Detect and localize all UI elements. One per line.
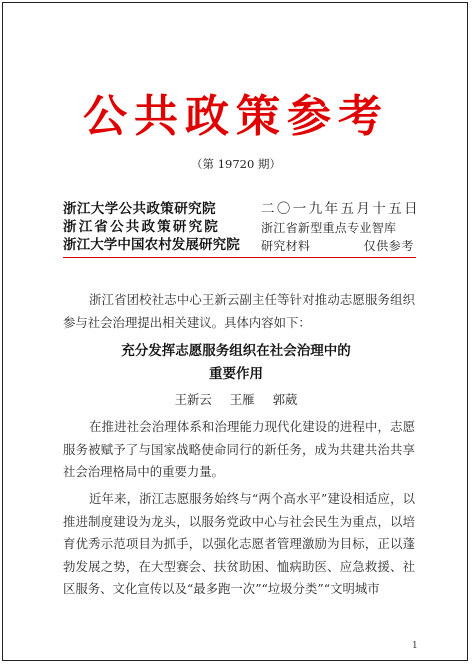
reference-note: 仅供参考 [363,239,414,253]
red-divider [63,257,416,258]
think-tank-label: 浙江省新型重点专业智库 [261,221,397,235]
institution-zju-rural: 浙江大学中国农村发展研究院 [63,237,240,253]
author-name: 王雁 [229,392,255,407]
body-paragraph-1: 在推进社会治理体系和治理能力现代化建设的进程中，志愿服务被赋予了与国家战略使命同行的新任务，成为共建共治共享社会治理格局中的重要力量。 [63,419,415,479]
article-title-line1: 充分发挥志愿服务组织在社会治理中的 [121,343,351,359]
material-type: 研究材料 [261,239,311,253]
issue-number: （第 19720 期） [191,157,281,171]
issue-date: 二〇一九年五月十五日 [261,201,420,217]
article-title-line2: 重要作用 [209,366,263,382]
intro-paragraph: 浙江省团校社志中心王新云副主任等针对推动志愿服务组织参与社会治理提出相关建议。具体内容如下： [63,292,415,330]
page-number: 1 [412,641,418,651]
author-name: 郭葳 [272,392,298,407]
institution-zju-policy: 浙江大学公共政策研究院 [63,201,216,217]
author-name: 王新云 [174,392,212,407]
author-list [0,391,472,409]
body-paragraph-2: 近年来，浙江志愿服务始终与“两个高水平”建设相适应，以推进制度建设为龙头，以服务党政中心与社会民生为重点，以培育优秀示范项目为抓手，以强化志愿者管理激励为目标，正以蓬勃发展之势，在大型赛会、扶贫助困、恤病助医、应急救援、社区服务、文化宣传以及“最多跑一次”“垃圾分类”“文明城市 [63,491,415,596]
institution-zj-policy: 浙江省公共政策研究院 [63,219,220,235]
masthead-title: 公共政策参考 [83,91,389,142]
